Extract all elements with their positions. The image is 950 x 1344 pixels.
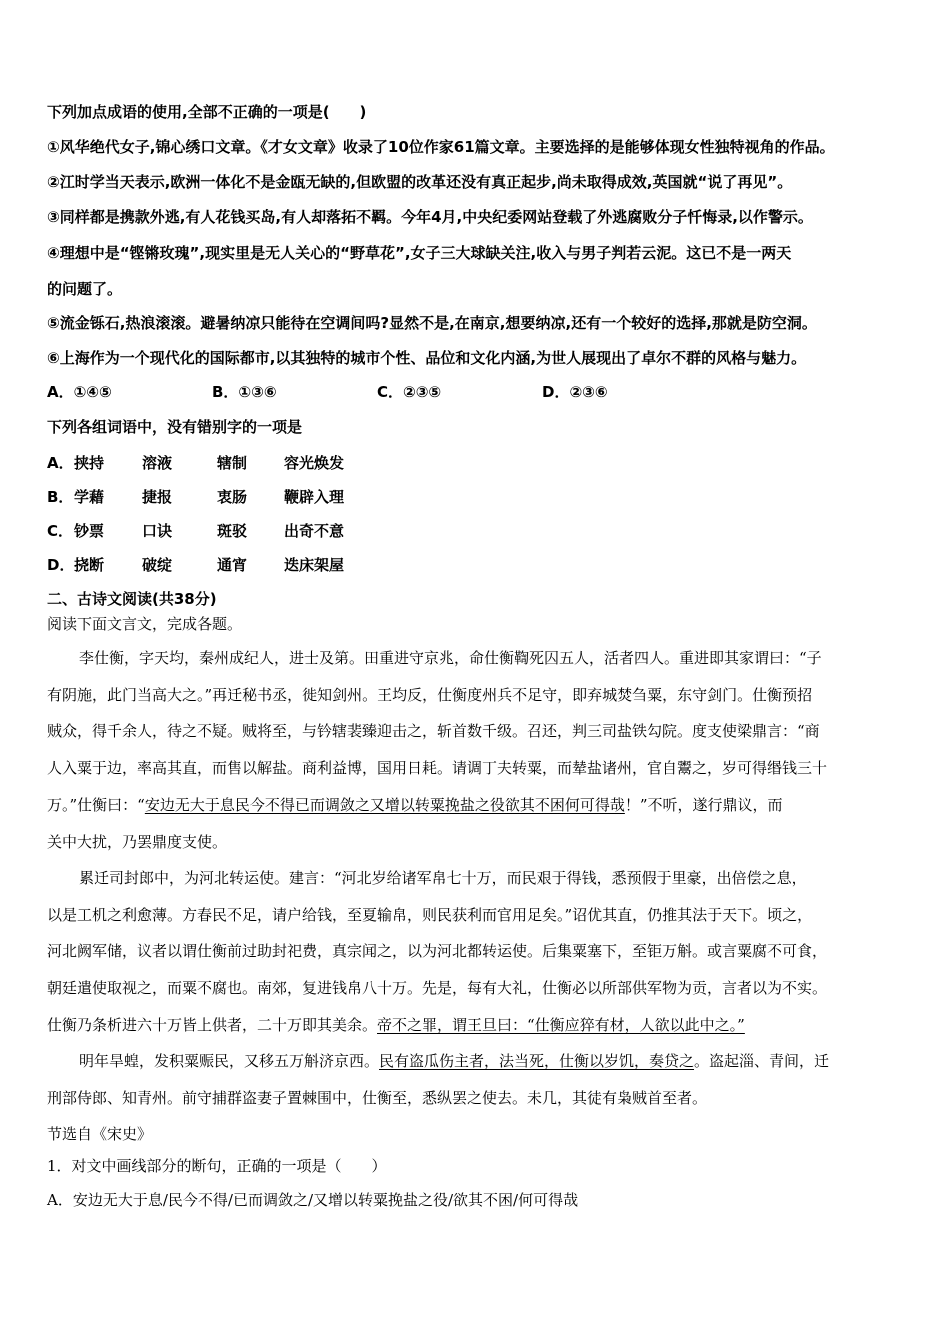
idiom-option-a[interactable]: A．①④⑤: [47, 383, 112, 401]
option-label: B．: [47, 488, 74, 506]
text-segment: 万。”仕衡曰：“: [47, 796, 145, 814]
idiom-question-stem: 下列加点成语的使用,全部不正确的一项是( ): [47, 103, 367, 121]
article-p3-line-2: 刑部侍郎、知青州。前守捕群盗妻子置棘围中，仕衡至，悉纵罢之使去。未几，其徒有枭贼首至者。: [47, 1089, 708, 1107]
article-p2-line-3: 河北阙军储，议者以谓仕衡前过助封祀费，真宗闻之，以为河北都转运使。后集粟塞下，至钜万斛。或言粟腐不可食，: [47, 942, 828, 960]
word: 衷肠: [217, 488, 248, 506]
section-heading: 二、古诗文阅读(共38分): [47, 590, 217, 608]
text-segment: 仕衡乃条析进六十万皆上供者，二十万即其美余。: [47, 1016, 378, 1034]
word: 挠断: [74, 556, 105, 574]
article-p1-line-5: [47, 795, 903, 815]
idiom-option-b[interactable]: B．①③⑥: [212, 383, 277, 401]
idiom-item-4-continued: 的问题了。: [47, 280, 123, 298]
article-source: 节选自《宋史》: [47, 1125, 153, 1143]
text-segment: 明年旱蝗，发积粟赈民，又移五万斛济京西。: [79, 1052, 380, 1070]
article-p1-line-1: 李仕衡，字天均，秦州成纪人，进士及第。田重进守京兆，命仕衡鞫死囚五人，活者四人。重进即其家谓曰：“子: [79, 649, 822, 667]
article-p1-line-2: 有阴施，此门当高大之。”再迁秘书丞，徙知剑州。王均反，仕衡度州兵不足守，即弃城焚刍粟，东守剑门。仕衡预招: [47, 686, 813, 704]
idiom-option-c[interactable]: C．②③⑤: [377, 383, 442, 401]
idiom-item-6: ⑥上海作为一个现代化的国际都市,以其独特的城市个性、品位和文化内涵,为世人展现出了卓尔不群的风格与魅力。: [47, 349, 807, 367]
article-p2-line-4: 朝廷遣使取视之，而粟不腐也。南郊，复进钱帛八十万。先是，每有大礼，仕衡必以所部供军物为贡，言者以为不实。: [47, 979, 828, 997]
idiom-item-4: ④理想中是“铿锵玫瑰”,现实里是无人关心的“野草花”,女子三大球缺关注,收入与男子判若云泥。这已不是一两天: [47, 244, 792, 262]
word: 斑驳: [217, 522, 248, 540]
idiom-item-1: ①风华绝代女子,锦心绣口文章。《才女文章》收录了10位作家61篇文章。主要选择的是能够体现女性独特视角的作品。: [47, 138, 835, 156]
sentence-break-option-a[interactable]: A．安边无大于息/民今不得/已而调敛之/又增以转粟挽盐之役/欲其不困/何可得哉: [47, 1191, 579, 1209]
article-p2-line-1: 累迁司封郎中，为河北转运使。建言：“河北岁给诸军帛七十万，而民艰于得钱，悉预假于里豪，出倍偿之息，: [79, 869, 807, 887]
option-label: C．: [47, 522, 74, 540]
word: 钞票: [74, 522, 105, 540]
typo-question-stem: 下列各组词语中，没有错别字的一项是: [47, 418, 303, 436]
word: 学藉: [74, 488, 105, 506]
underlined-passage-2: 帝不之罪，谓王旦曰：“仕衡应猝有材，人欲以此中之。”: [377, 1016, 745, 1034]
word: 挟持: [74, 454, 105, 472]
underlined-passage-1: 安边无大于息民今不得已而调敛之又增以转粟挽盐之役欲其不困何可得哉: [144, 796, 625, 814]
article-p1-line-6: 关中大扰，乃罢鼎度支使。: [47, 833, 228, 851]
article-p1-line-3: 贼众，得千余人，待之不疑。贼将至，与钤辖裴臻迎击之，斩首数千级。召还，判三司盐铁勾院。度支使梁鼎言：“商: [47, 722, 820, 740]
word: 迭床架屋: [284, 556, 345, 574]
underlined-passage-3: 民有盗瓜伤主者，法当死，仕衡以岁饥，奏贷之: [379, 1052, 695, 1070]
article-p3-line-1: [47, 1051, 903, 1071]
idiom-item-5: ⑤流金铄石,热浪滚滚。避暑纳凉只能待在空调间吗?显然不是,在南京,想要纳凉,还有一个较好的选择,那就是防空洞。: [47, 314, 817, 332]
section-intro: 阅读下面文言文，完成各题。: [47, 615, 243, 633]
word: 辖制: [217, 454, 248, 472]
text-segment: 。盗起淄、青间，迁: [694, 1052, 830, 1070]
article-p1-line-4: 人入粟于边，率高其直，而售以解盐。商利益博，国用日耗。请调丁夫转粟，而辇盐诸州，官自鬻之，岁可得缗钱三十: [47, 759, 828, 777]
option-label: D．: [47, 556, 75, 574]
article-p2-line-2: 以是工机之利愈薄。方春民不足，请户给钱，至夏输帛，则民获利而官用足矣。”诏优其直，仍推其法于天下。顷之，: [47, 906, 813, 924]
idiom-option-d[interactable]: D．②③⑥: [542, 383, 608, 401]
option-label: A．: [47, 454, 74, 472]
word: 容光焕发: [284, 454, 345, 472]
word: 出奇不意: [284, 522, 345, 540]
idiom-item-3: ③同样都是携款外逃,有人花钱买岛,有人却落拓不羁。今年4月,中央纪委网站登载了外逃腐败分子忏悔录,以作警示。: [47, 208, 813, 226]
sentence-break-question-stem: 1．对文中画线部分的断句，正确的一项是（ ）: [47, 1157, 387, 1175]
word: 鞭辟入理: [284, 488, 345, 506]
word: 破绽: [142, 556, 173, 574]
word: 口诀: [142, 522, 173, 540]
text-segment: ！”不听，遂行鼎议，而: [624, 796, 783, 814]
word: 通宵: [217, 556, 248, 574]
idiom-item-2: ②江时学当天表示,欧洲一体化不是金瓯无缺的,但欧盟的改革还没有真正起步,尚未取得成效,英国就“说了再见”。: [47, 173, 793, 191]
word: 捷报: [142, 488, 173, 506]
word: 溶液: [142, 454, 173, 472]
article-p2-line-5: [47, 1015, 903, 1035]
